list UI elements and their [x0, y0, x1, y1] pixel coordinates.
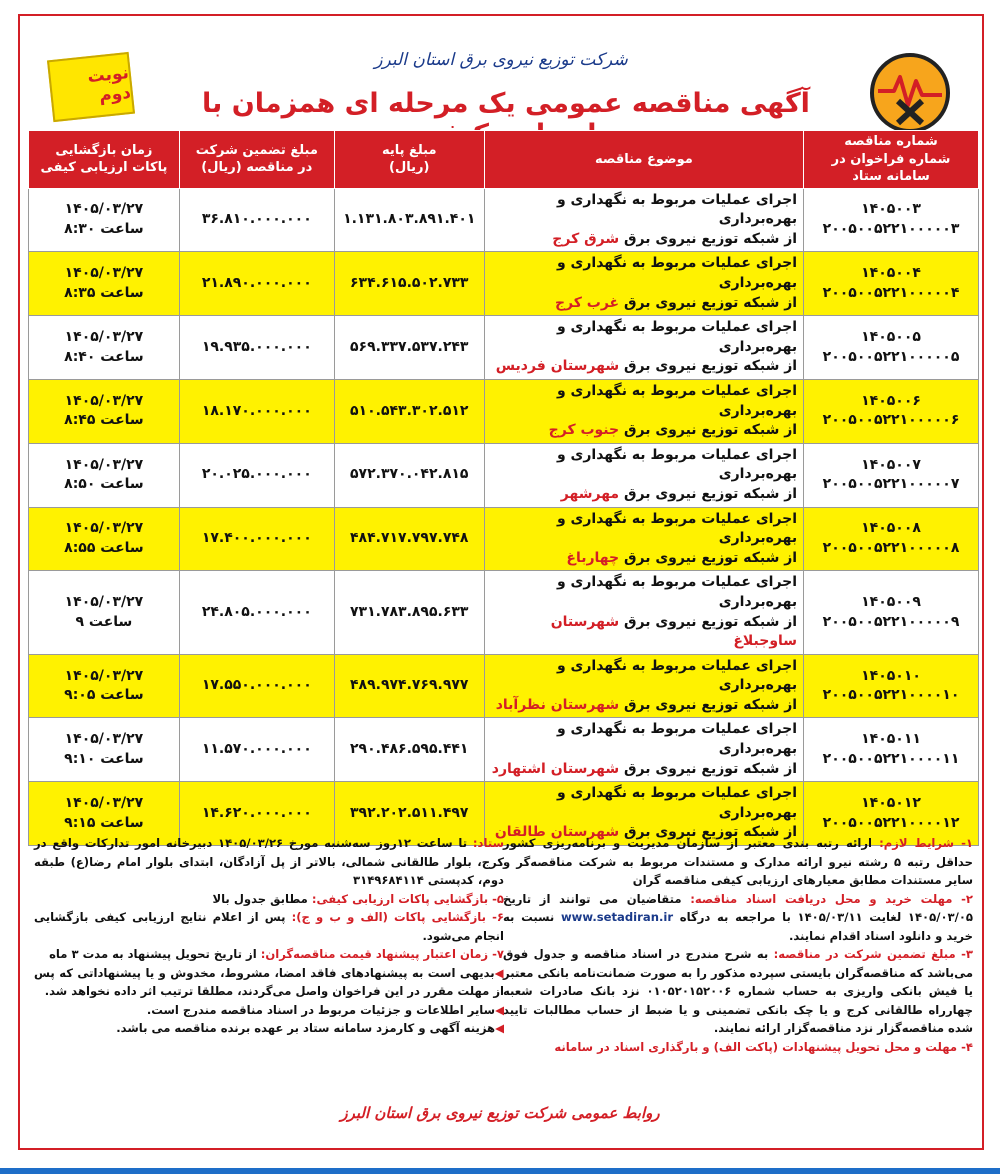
condition-3 [503, 945, 973, 1038]
condition-setad [34, 834, 504, 890]
subject-text: از شبکه توزیع نیروی برق [623, 230, 798, 247]
subject-line-1: اجرای عملیات مربوط به نگهداری و بهره‌برداری [556, 319, 798, 355]
subject-place: چهارباغ [566, 549, 620, 566]
cell-opening-time [29, 379, 180, 443]
opening-time: ساعت ۸:۴۰ [64, 348, 144, 365]
table-row [29, 316, 979, 380]
cell-guarantee-amount: ۱۹.۹۳۵.۰۰۰.۰۰۰ [179, 316, 334, 380]
cell-subject [484, 316, 803, 380]
subject-text: از شبکه توزیع نیروی برق [623, 613, 798, 630]
cell-subject [484, 571, 803, 654]
note-invalid-bids-text: بدیهی است به پیشنهادهای فاقد امضا، مشروط، مخدوش و یا پیشنهاداتی که پس از مهلت مقرر در این فراخوان واصل می‌گردند، مطلقا ترتیب اثر داده نخواهد شد. [34, 965, 504, 999]
cell-guarantee-amount: ۳۶.۸۱۰.۰۰۰.۰۰۰ [179, 188, 334, 252]
subject-line-2 [491, 230, 797, 250]
tender-number: ۱۴۰۵۰۰۶ [861, 392, 921, 409]
cell-number [804, 252, 979, 316]
opening-date: ۱۴۰۵/۰۳/۲۷ [64, 520, 144, 537]
subject-text: از شبکه توزیع نیروی برق [623, 696, 798, 713]
header-guarantee-text: مبلغ تضمین شرکت در مناقصه (ریال) [195, 142, 318, 176]
opening-date: ۱۴۰۵/۰۳/۲۷ [64, 795, 144, 812]
opening-date: ۱۴۰۵/۰۳/۲۷ [64, 456, 144, 473]
bottom-bar [0, 1168, 1000, 1174]
subject-line-1: اجرای عملیات مربوط به نگهداری و بهره‌برداری [556, 574, 798, 610]
condition-4 [503, 1038, 973, 1057]
table-row [29, 571, 979, 654]
setadiran-link[interactable]: www.setadiran.ir [560, 910, 674, 925]
cell-subject [484, 507, 803, 571]
condition-4-label: ۴- مهلت و محل تحویل پیشنهادات (پاکت الف) و بارگذاری اسناد در سامانه [554, 1040, 973, 1055]
subject-place: شهرستان فردیس [495, 358, 620, 375]
setad-number: ۲۰۰۵۰۰۵۲۲۱۰۰۰۰۰۶ [822, 412, 960, 429]
condition-1-label: ۱- شرایط لازم: [879, 836, 973, 850]
condition-1 [503, 834, 973, 890]
cell-opening-time [29, 316, 180, 380]
bullet-arrow-icon: ◀ [495, 1021, 504, 1036]
cell-subject [484, 443, 803, 507]
cell-base-amount: ۲۹۰.۴۸۶.۵۹۵.۴۴۱ [334, 718, 484, 782]
opening-time: ساعت ۸:۳۵ [64, 284, 144, 301]
subject-line-2 [491, 421, 797, 441]
table-row [29, 379, 979, 443]
cell-number [804, 654, 979, 718]
opening-time: ساعت ۸:۵۵ [64, 539, 144, 556]
subject-line-1: اجرای عملیات مربوط به نگهداری و بهره‌برداری [556, 191, 798, 228]
condition-5-label: ۵- بازگشایی پاکات ارزیابی کیفی: [311, 891, 504, 906]
cell-guarantee-amount: ۱۷.۵۵۰.۰۰۰.۰۰۰ [179, 654, 334, 718]
opening-date: ۱۴۰۵/۰۳/۲۷ [64, 329, 144, 345]
cell-number [804, 718, 979, 782]
cell-base-amount: ۶۳۴.۶۱۵.۵۰۲.۷۳۳ [334, 252, 484, 316]
header-number-text: شماره مناقصه شماره فراخوان در سامانه ستاد [831, 134, 951, 185]
condition-2-text: متقاضیان می توانند از تاریخ ۱۴۰۵/۰۳/۰۵ لغایت ۱۴۰۵/۰۳/۱۱ با مراجعه به درگاه [503, 891, 973, 925]
cell-guarantee-amount: ۱۱.۵۷۰.۰۰۰.۰۰۰ [179, 718, 334, 782]
opening-date: ۱۴۰۵/۰۳/۲۷ [64, 731, 144, 748]
condition-1-text: ارائه رتبه بندی معتبر از سازمان مدیریت و برنامه‌ریزی کشور حداقل رتبه ۵ رشته نیرو ارائه مدارک و مستندات مربوط به شرکت مناقصه‌گر و سایر مستندات مطابق معیارهای ارزیابی کیفی مناقصه گران [503, 836, 973, 888]
subject-text: از شبکه توزیع نیروی برق [623, 760, 798, 777]
tender-number: ۱۴۰۵۰۰۹ [861, 593, 921, 610]
subject-line-2 [491, 613, 797, 652]
cell-base-amount: ۵۱۰.۵۴۳.۳۰۲.۵۱۲ [334, 379, 484, 443]
condition-5-text: مطابق جدول بالا [212, 891, 312, 906]
col-header-opening [29, 131, 180, 189]
condition-2-label: ۲- مهلت خرید و محل دریافت اسناد مناقصه: [690, 891, 973, 906]
opening-time: ساعت ۹ [75, 613, 133, 630]
subject-line-2 [491, 549, 797, 569]
subject-text: از شبکه توزیع نیروی برق [623, 824, 798, 841]
opening-time: ساعت ۸:۵۰ [64, 476, 144, 493]
cell-subject [484, 252, 803, 316]
cell-number [804, 379, 979, 443]
subject-line-2 [491, 485, 797, 505]
setad-number: ۲۰۰۵۰۰۵۲۲۱۰۰۰۰۰۹ [822, 613, 960, 630]
opening-date: ۱۴۰۵/۰۳/۲۷ [64, 201, 144, 218]
subject-place: شهرستان طالقان [494, 824, 620, 841]
cell-opening-time [29, 188, 180, 252]
tender-number: ۱۴۰۵۰۰۸ [861, 520, 921, 537]
opening-time: ساعت ۹:۱۵ [64, 814, 144, 831]
cell-subject [484, 379, 803, 443]
subject-place: شرق کرج [552, 230, 620, 247]
condition-setad-text: تا ساعت ۱۲روز سه‌شنبه مورخ ۱۴۰۵/۰۳/۲۶ دبیرخانه امور تدارکات واقع در کرج، بلوار طالقانی شمالی، بالاتر از پل آزادگان، ابتدای بلوار امام رضا(ع) طبقه دوم، کدپستی ۳۱۴۹۶۸۴۱۱۴ [34, 836, 504, 888]
subject-place: جنوب کرج [548, 422, 620, 439]
tender-number: ۱۴۰۵۰۰۵ [861, 329, 921, 345]
subject-line-1: اجرای عملیات مربوط به نگهداری و بهره‌برداری [556, 657, 798, 694]
note-other-info [34, 1001, 504, 1020]
cell-number [804, 443, 979, 507]
subject-line-1: اجرای عملیات مربوط به نگهداری و بهره‌برداری [556, 721, 798, 758]
condition-3-label: ۳- مبلغ تضمین شرکت در مناقصه: [773, 947, 973, 962]
public-relations-footer: روابط عمومی شرکت توزیع نیروی برق استان البرز [340, 1104, 660, 1122]
tender-table [28, 130, 979, 846]
cell-base-amount: ۴۸۴.۷۱۷.۷۹۷.۷۴۸ [334, 507, 484, 571]
cell-number [804, 316, 979, 380]
cell-base-amount: ۵۶۹.۳۳۷.۵۳۷.۲۴۳ [334, 316, 484, 380]
opening-date: ۱۴۰۵/۰۳/۲۷ [64, 392, 144, 409]
col-header-guarantee [179, 131, 334, 189]
condition-6-text: پس از اعلام نتایج ارزیابی کیفی بازگشایی انجام می‌شود. [34, 910, 504, 943]
opening-time: ساعت ۹:۰۵ [64, 687, 144, 704]
subject-text: از شبکه توزیع نیروی برق [623, 294, 798, 311]
conditions-left-column [34, 834, 504, 1038]
tender-number: ۱۴۰۵۰۰۴ [861, 265, 921, 282]
setad-number: ۲۰۰۵۰۰۵۲۲۱۰۰۰۰۰۸ [822, 539, 960, 556]
setad-number: ۲۰۰۵۰۰۵۲۲۱۰۰۰۰۰۵ [822, 348, 960, 365]
subject-text: از شبکه توزیع نیروی برق [623, 549, 798, 566]
bullet-arrow-icon: ◀ [495, 1002, 504, 1017]
subject-place: شهرستان ساوجبلاغ [550, 613, 798, 650]
table-row [29, 654, 979, 718]
subject-line-2 [491, 696, 797, 716]
tender-number: ۱۴۰۵۰۱۲ [861, 795, 921, 812]
cell-opening-time [29, 252, 180, 316]
tender-number: ۱۴۰۵۰۰۷ [861, 456, 921, 473]
cell-base-amount: ۷۳۱.۷۸۳.۸۹۵.۶۳۳ [334, 571, 484, 654]
condition-7 [34, 945, 504, 964]
subject-line-2 [491, 357, 797, 377]
power-company-logo-icon [868, 51, 952, 135]
note-other-info-text: سایر اطلاعات و جزئیات مربوط در اسناد مناقصه مندرج است. [146, 1002, 496, 1017]
cell-number [804, 188, 979, 252]
setad-number: ۲۰۰۵۰۰۵۲۲۱۰۰۰۰۱۰ [822, 687, 960, 704]
cell-guarantee-amount: ۱۸.۱۷۰.۰۰۰.۰۰۰ [179, 379, 334, 443]
cell-base-amount: ۳۹۲.۲۰۲.۵۱۱.۴۹۷ [334, 782, 484, 846]
subject-line-1: اجرای عملیات مربوط به نگهداری و بهره‌برداری [556, 382, 798, 419]
opening-time: ساعت ۸:۴۵ [64, 412, 144, 429]
subject-text: از شبکه توزیع نیروی برق [623, 358, 798, 375]
condition-6 [34, 908, 504, 945]
header-subject-text: موضوع مناقصه [595, 151, 693, 167]
cell-opening-time [29, 507, 180, 571]
cell-guarantee-amount: ۱۷.۴۰۰.۰۰۰.۰۰۰ [179, 507, 334, 571]
table-row [29, 443, 979, 507]
opening-date: ۱۴۰۵/۰۳/۲۷ [64, 593, 144, 610]
subject-place: شهرستان نظرآباد [495, 696, 620, 713]
condition-6-label: ۶- بازگشایی پاکات (الف و ب و ج): [291, 910, 504, 925]
note-invalid-bids [34, 964, 504, 1001]
conditions-right-column [503, 834, 973, 1057]
cell-guarantee-amount: ۱۴.۶۲۰.۰۰۰.۰۰۰ [179, 782, 334, 846]
condition-setad-label: ستاد: [472, 836, 504, 850]
table-header-row [29, 131, 979, 189]
tender-number: ۱۴۰۵۰۰۳ [861, 201, 921, 218]
tender-number: ۱۴۰۵۰۱۱ [861, 731, 921, 748]
cell-number [804, 507, 979, 571]
condition-2 [503, 890, 973, 946]
cell-base-amount: ۱.۱۳۱.۸۰۳.۸۹۱.۴۰۱ [334, 188, 484, 252]
subject-line-2 [491, 760, 797, 780]
tender-number: ۱۴۰۵۰۱۰ [861, 667, 921, 684]
subject-line-1: اجرای عملیات مربوط به نگهداری و بهره‌برداری [556, 785, 798, 821]
subject-line-1: اجرای عملیات مربوط به نگهداری و بهره‌برداری [556, 510, 798, 547]
subject-place: غرب کرج [554, 294, 620, 311]
setad-number: ۲۰۰۵۰۰۵۲۲۱۰۰۰۰۰۳ [822, 221, 960, 238]
subject-place: شهرستان اشتهارد [491, 760, 620, 777]
cell-opening-time [29, 571, 180, 654]
condition-3-text: به شرح مندرج در اسناد مناقصه و جدول فوق می‌باشد که مناقصه‌گران بایستی سپرده مذکور را به صورت ضمانت‌نامه بانکی معتبر یا فیش بانکی واریزی به حساب شماره ۰۱۰۵۲۰۱۵۲۰۰۶ نزد بانک صادرات شعبه چهارراه طالقانی کرج و یا چک بانکی تضمینی و یا ضبط از حساب مطالبات تایید شده مناقصه‌گزار نزد مناقصه‌گزار ارائه نمایند. [503, 947, 974, 1036]
opening-time: ساعت ۹:۱۰ [64, 750, 144, 767]
cell-guarantee-amount: ۲۱.۸۹۰.۰۰۰.۰۰۰ [179, 252, 334, 316]
table-row [29, 507, 979, 571]
bullet-arrow-icon: ◀ [494, 965, 504, 980]
cell-subject [484, 654, 803, 718]
cell-opening-time [29, 654, 180, 718]
condition-7-text: از تاریخ تحویل پیشنهاد به مدت ۳ ماه [49, 947, 261, 962]
setad-number: ۲۰۰۵۰۰۵۲۲۱۰۰۰۰۱۱ [822, 750, 960, 767]
ad-header [20, 16, 982, 136]
table-row [29, 252, 979, 316]
condition-2-text-cont: نسبت به خرید و دانلود اسناد اقدام نمایند. [503, 910, 973, 943]
cell-guarantee-amount: ۲۰.۰۲۵.۰۰۰.۰۰۰ [179, 443, 334, 507]
note-costs-text: هزینه آگهی و کارمزد سامانه ستاد بر عهده برنده مناقصه می باشد. [116, 1021, 496, 1036]
subject-place: مهرشهر [560, 485, 620, 502]
header-base-text: مبلغ پایه (ریال) [381, 142, 437, 176]
opening-date: ۱۴۰۵/۰۳/۲۷ [64, 265, 144, 282]
subject-line-1: اجرای عملیات مربوط به نگهداری و بهره‌برداری [556, 446, 798, 483]
header-opening-text: زمان بازگشایی پاکات ارزیابی کیفی [40, 142, 168, 176]
col-header-number [804, 131, 979, 189]
note-costs [34, 1019, 504, 1038]
subject-line-1: اجرای عملیات مربوط به نگهداری و بهره‌برداری [556, 255, 798, 292]
opening-time: ساعت ۸:۳۰ [64, 221, 144, 238]
edition-badge: نوبت دوم [47, 52, 135, 122]
company-name: شرکت توزیع نیروی برق استان البرز [374, 50, 628, 70]
cell-subject [484, 188, 803, 252]
cell-number [804, 571, 979, 654]
table-row [29, 188, 979, 252]
subject-line-2 [491, 294, 797, 314]
setad-number: ۲۰۰۵۰۰۵۲۲۱۰۰۰۰۱۲ [822, 814, 960, 831]
col-header-subject [484, 131, 803, 189]
conditions-section [28, 834, 979, 1104]
cell-opening-time [29, 718, 180, 782]
cell-base-amount: ۴۸۹.۹۷۴.۷۶۹.۹۷۷ [334, 654, 484, 718]
opening-date: ۱۴۰۵/۰۳/۲۷ [64, 667, 144, 684]
cell-base-amount: ۵۷۲.۳۷۰.۰۴۲.۸۱۵ [334, 443, 484, 507]
setad-number: ۲۰۰۵۰۰۵۲۲۱۰۰۰۰۰۴ [822, 284, 960, 301]
cell-opening-time [29, 443, 180, 507]
table-row [29, 718, 979, 782]
subject-text: از شبکه توزیع نیروی برق [623, 422, 798, 439]
col-header-base [334, 131, 484, 189]
subject-text: از شبکه توزیع نیروی برق [623, 485, 798, 502]
ad-title: آگهی مناقصه عمومی یک مرحله ای همزمان با [202, 88, 810, 119]
condition-5 [34, 890, 504, 909]
cell-guarantee-amount: ۲۴.۸۰۵.۰۰۰.۰۰۰ [179, 571, 334, 654]
setad-number: ۲۰۰۵۰۰۵۲۲۱۰۰۰۰۰۷ [822, 476, 960, 493]
cell-subject [484, 718, 803, 782]
condition-7-label: ۷- زمان اعتبار پیشنهاد قیمت مناقصه‌گران: [260, 947, 504, 962]
